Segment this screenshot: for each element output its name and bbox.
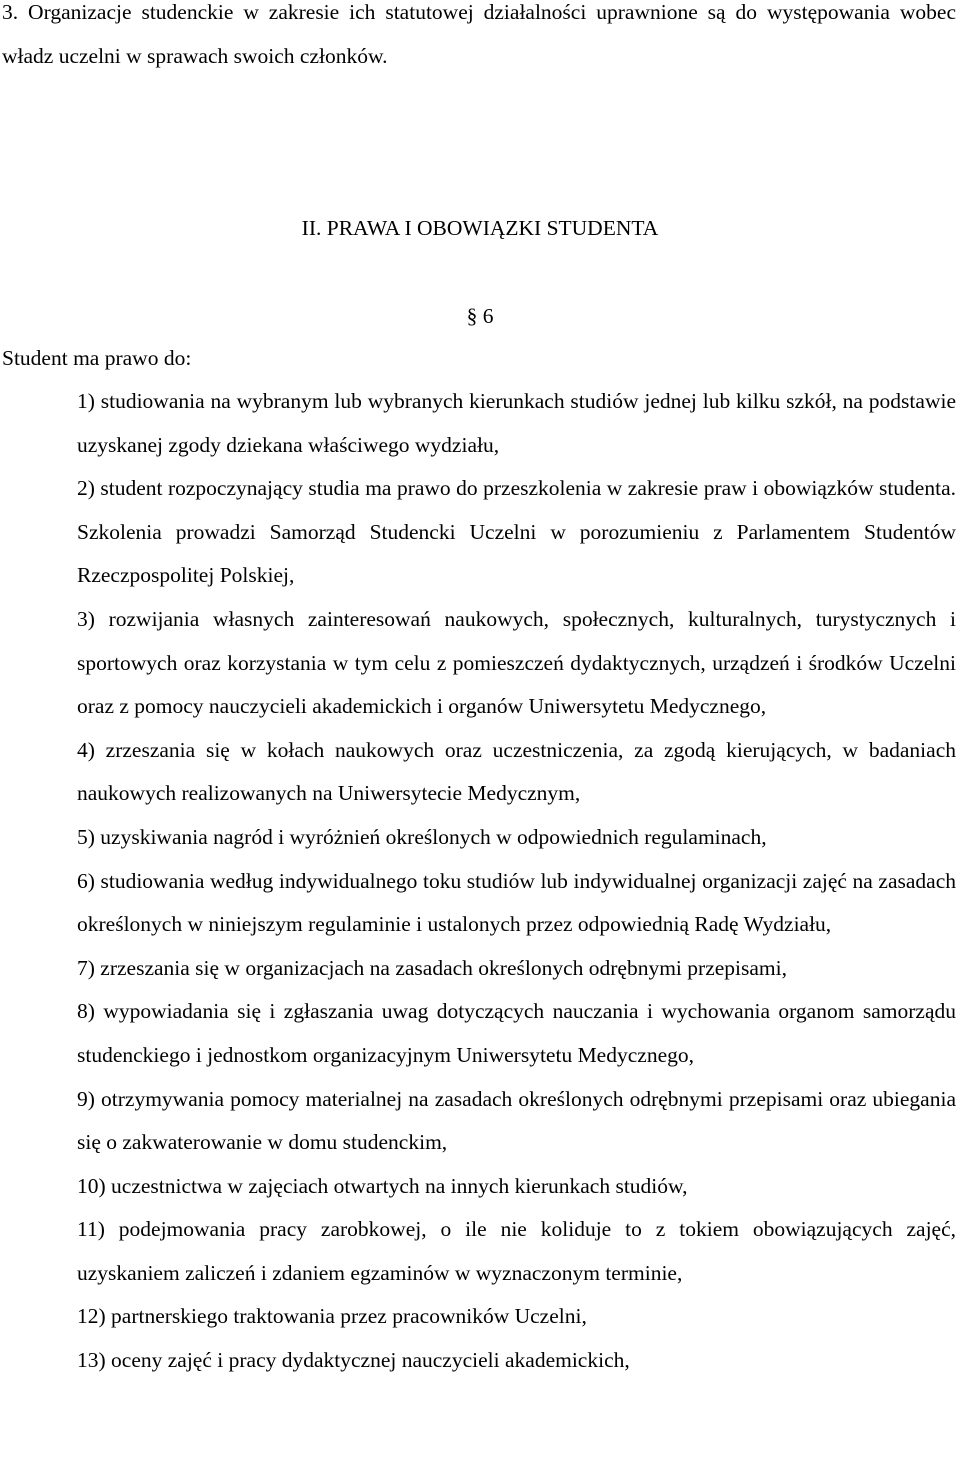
list-item: 5) uzyskiwania nagród i wyróżnień określonych w odpowiednich regulaminach, <box>77 824 767 849</box>
rights-lead: Student ma prawo do: <box>2 346 192 370</box>
list-item: 2) student rozpoczynający studia ma prawo do przeszkolenia w zakresie praw i obowiązków studenta. Szkolenia prowadzi Samorząd Studencki Uczelni w porozumieniu z Parlamentem Studentów Rzeczpospolitej Polskiej, <box>77 476 956 588</box>
list-item: 10) uczestnictwa w zajęciach otwartych na innych kierunkach studiów, <box>77 1173 688 1198</box>
list-item: 9) otrzymywania pomocy materialnej na zasadach określonych odrębnymi przepisami oraz ubiegania się o zakwaterowanie w domu studenckim, <box>77 1086 956 1155</box>
list-item: 1) studiowania na wybranym lub wybranych kierunkach studiów jednej lub kilku szkół, na podstawie uzyskanej zgody dziekana właściwego wydziału, <box>77 389 956 457</box>
rights-list <box>77 380 956 1383</box>
section-number: § 6 <box>466 304 494 328</box>
chapter-title: II. PRAWA I OBOWIĄZKI STUDENTA <box>301 216 659 240</box>
list-item: 4) zrzeszania się w kołach naukowych oraz uczestniczenia, za zgodą kierujących, w badaniach naukowych realizowanych na Uniwersytecie Medycznym, <box>77 737 956 806</box>
list-item: 11) podejmowania pracy zarobkowej, o ile nie koliduje to z tokiem obowiązujących zajęć, uzyskaniem zaliczeń i zdaniem egzaminów w wyznaczonym terminie, <box>77 1217 956 1285</box>
list-item: 6) studiowania według indywidualnego toku studiów lub indywidualnej organizacji zajęć na zasadach określonych w niniejszym regulaminie i ustalonych przez odpowiednią Radę Wydziału, <box>77 868 956 937</box>
list-item: 7) zrzeszania się w organizacjach na zasadach określonych odrębnymi przepisami, <box>77 955 787 980</box>
list-item: 8) wypowiadania się i zgłaszania uwag dotyczących nauczania i wychowania organom samorządu studenckiego i jednostkom organizacyjnym Uniwersytetu Medycznego, <box>77 999 956 1067</box>
intro-paragraph: 3. Organizacje studenckie w zakresie ich statutowej działalności uprawnione są do występowania wobec władz uczelni w sprawach swoich członków. <box>2 0 956 68</box>
list-item: 13) oceny zajęć i pracy dydaktycznej nauczycieli akademickich, <box>77 1348 630 1373</box>
list-item: 12) partnerskiego traktowania przez pracowników Uczelni, <box>77 1304 587 1329</box>
list-item: 3) rozwijania własnych zainteresowań naukowych, społecznych, kulturalnych, turystycznych i sportowych oraz korzystania w tym celu z pomieszczeń dydaktycznych, urządzeń i środków Uczelni oraz z pomocy nauczycieli akademickich i organów Uniwersytetu Medycznego, <box>77 606 956 719</box>
